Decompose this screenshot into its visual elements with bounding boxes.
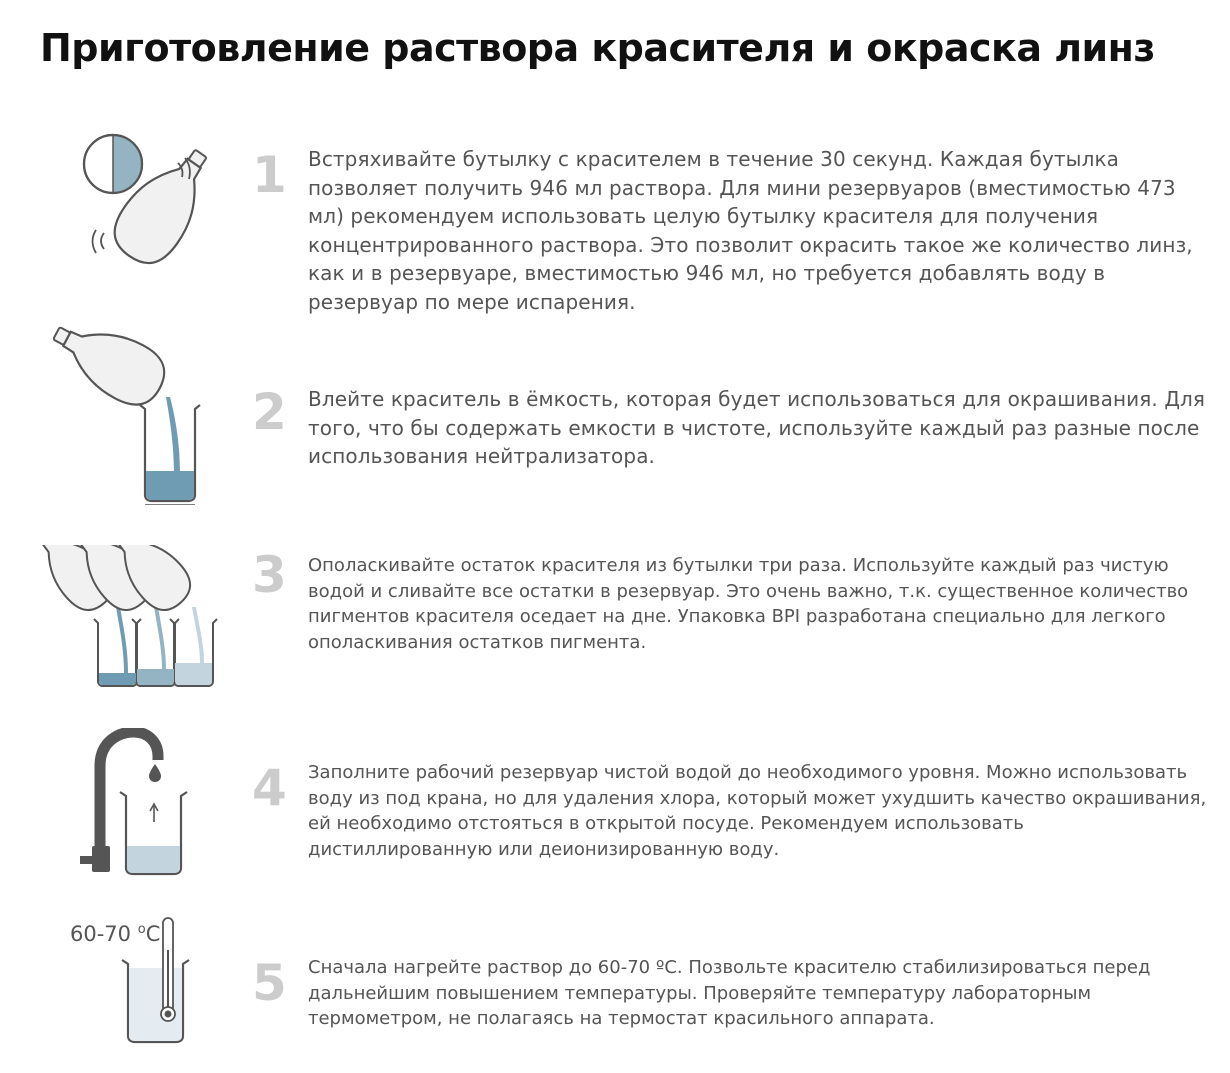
shake-bottle-icon (40, 125, 210, 275)
step-text: Заполните рабочий резервуар чистой водой до необходимого уровня. Можно использовать воду из под крана, но для удаления хлора, который может ухудшить качество окрашивания, ей необходимо отстояться в открытой посуде. Рекомендуем использовать дистиллированную или деионизированную воду. (308, 762, 1207, 860)
step-text: Ополаскивайте остаток красителя из бутылки три раза. Используйте каждый раз чистую водой и сливайте все остатки в резервуар. Это очень важно, т.к. существенное количество пигментов красителя оседает на дне. Упаковка BPI разработана специально для легкого ополаскивания остатков пигмента. (308, 555, 1189, 653)
rinse-bottle-icon (40, 545, 230, 690)
step-text: Встряхивайте бутылку с красителем в течение 30 секунд. Каждая бутылка позволяет получить 946 мл раствора. Для мини резервуаров (вместимостью 473 мл) рекомендуем использовать целую бутылку красителя для получения концентрированного раствора. Это позволит окрасить такое же количество линз, как и в резервуаре, вместимостью 946 мл, но требуется добавлять воду в резервуар по мере испарения. (308, 147, 1193, 314)
page-title: Приготовление раствора красителя и окраска линз (40, 26, 1155, 70)
faucet-fill-icon (40, 728, 210, 878)
step-number: 5 (252, 954, 287, 1012)
temperature-unit: C (145, 922, 161, 946)
step-number: 1 (252, 146, 287, 204)
step-number: 4 (252, 759, 287, 817)
step-number: 2 (252, 383, 287, 441)
step-text: Влейте краситель в ёмкость, которая будет использоваться для окрашивания. Для того, что бы содержать емкости в чистоте, используйте каждый раз разные после использования нейтрализатора. (308, 387, 1206, 469)
degree-sign: o (137, 922, 146, 937)
step-number: 3 (252, 546, 287, 604)
step-text: Сначала нагрейте раствор до 60-70 ºC. Позвольте красителю стабилизироваться перед дальнейшим повышением температуры. Проверяйте температуру лабораторным термометром, не полагаясь на термостат красильного аппарата. (308, 957, 1151, 1030)
temperature-value: 60-70 (70, 922, 132, 946)
thermometer-heat-icon (40, 910, 210, 1060)
pour-dye-icon (40, 325, 210, 505)
